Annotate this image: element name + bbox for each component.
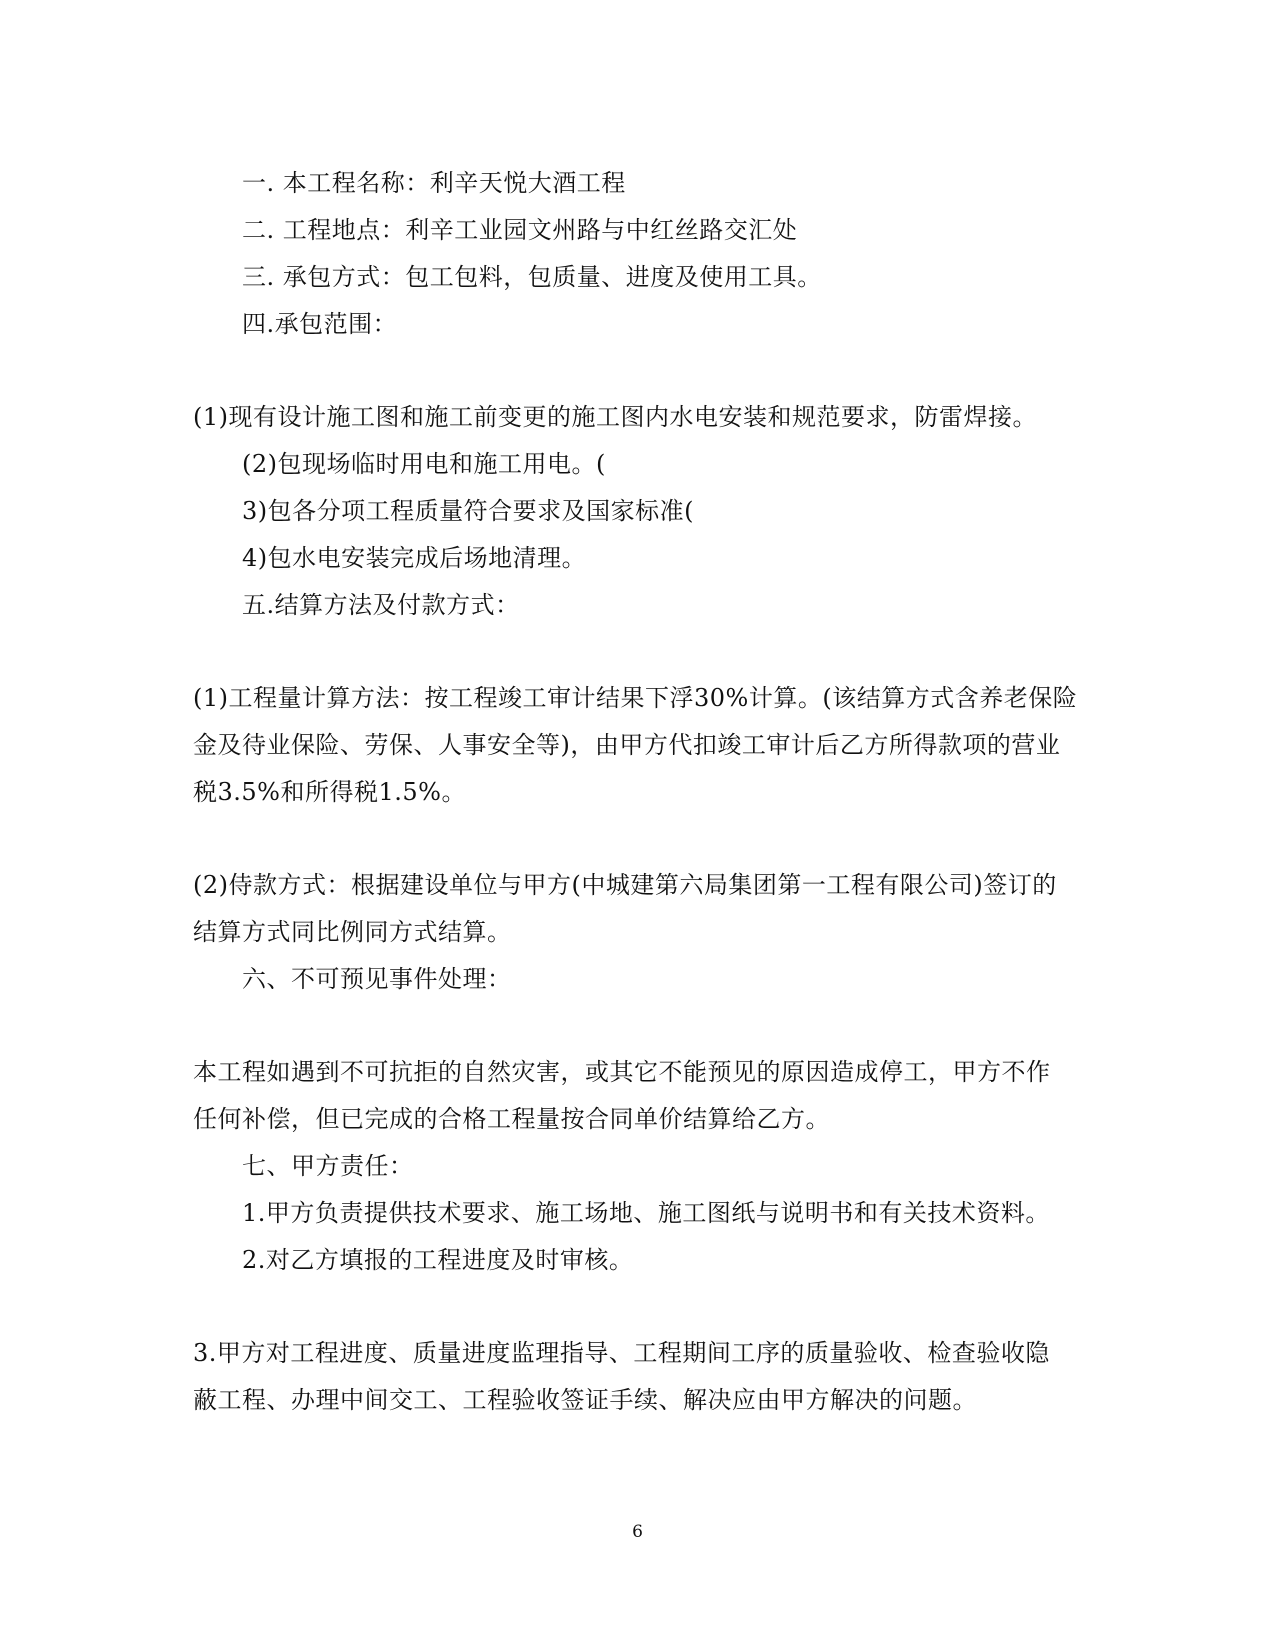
unforeseen-paragraph-line-1: 本工程如遇到不可抗拒的自然灾害，或其它不能预见的原因造成停工，甲方不作	[193, 1058, 1051, 1086]
settlement-item-1-line-2: 金及待业保险、劳保、人事安全等)，由甲方代扣竣工审计后乙方所得款项的营业	[193, 731, 1061, 759]
unforeseen-paragraph-line-2: 任何补偿，但已完成的合格工程量按合同单价结算给乙方。	[193, 1105, 830, 1133]
responsibility-item-1: 1.甲方负责提供技术要求、施工场地、施工图纸与说明书和有关技术资料。	[242, 1199, 1050, 1227]
scope-item-1: (1)现有设计施工图和施工前变更的施工图内水电安装和规范要求，防雷焊接。	[193, 403, 1037, 431]
settlement-item-2-line-2: 结算方式同比例同方式结算。	[193, 918, 512, 946]
section-7-heading: 七、甲方责任：	[242, 1152, 414, 1180]
scope-item-4: 4)包水电安装完成后场地清理。	[242, 544, 587, 572]
settlement-item-1-line-1: (1)工程量计算方法：按工程竣工审计结果下浮30%计算。(该结算方式含养老保险	[193, 684, 1078, 712]
responsibility-item-3-line-1: 3.甲方对工程进度、质量进度监理指导、工程期间工序的质量验收、检查验收隐	[193, 1339, 1050, 1367]
responsibility-item-3-line-2: 蔽工程、办理中间交工、工程验收签证手续、解决应由甲方解决的问题。	[193, 1386, 977, 1414]
responsibility-item-2: 2.对乙方填报的工程进度及时审核。	[242, 1246, 634, 1274]
settlement-item-2-line-1: (2)侍款方式：根据建设单位与甲方(中城建第六局集团第一工程有限公司)签订的	[193, 871, 1057, 899]
section-5-heading: 五.结算方法及付款方式：	[242, 591, 520, 619]
scope-item-2: (2)包现场临时用电和施工用电。(	[242, 450, 606, 478]
page-number: 6	[632, 1522, 643, 1542]
settlement-item-1-line-3: 税3.5%和所得税1.5%。	[193, 778, 466, 806]
scope-item-3: 3)包各分项工程质量符合要求及国家标准(	[242, 497, 694, 525]
section-4-heading: 四.承包范围：	[242, 310, 398, 338]
section-2-project-location: 二. 工程地点：利辛工业园文州路与中红丝路交汇处	[242, 216, 798, 244]
section-3-contract-method: 三. 承包方式：包工包料，包质量、进度及使用工具。	[242, 263, 822, 291]
section-6-heading: 六、不可预见事件处理：	[242, 965, 512, 993]
section-1-project-name: 一. 本工程名称：利辛天悦大酒工程	[242, 169, 626, 197]
